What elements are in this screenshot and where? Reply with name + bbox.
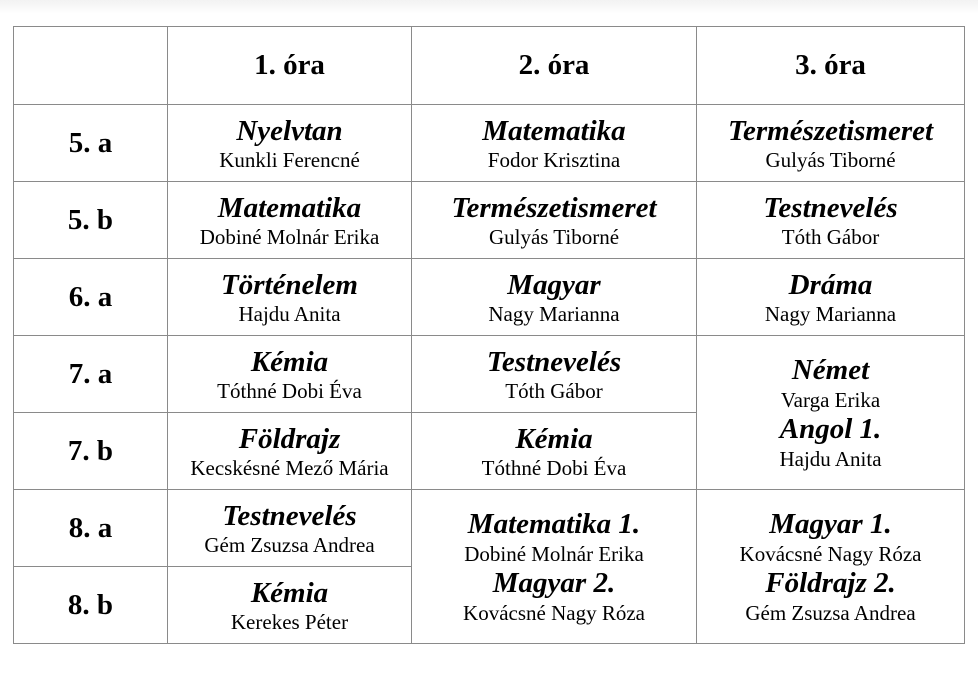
subject-name: Testnevelés [486,345,622,378]
subject-name: Testnevelés [222,499,357,532]
subject-name: Matematika [482,114,626,147]
lesson-cell [168,182,412,259]
lesson-cell [168,259,412,336]
subject-name: Magyar 1. [769,507,892,540]
period-header: 2. óra [412,27,697,105]
teacher-name: Dobiné Molnár Erika [464,541,644,566]
teacher-name: Kunkli Ferencné [219,147,360,172]
subject-name: Kémia [250,345,329,378]
teacher-name: Kerekes Péter [230,609,349,634]
subject-name: Történelem [221,268,358,301]
class-label: 6. a [14,259,168,336]
teacher-name: Nagy Marianna [764,301,897,326]
class-label: 8. a [14,490,168,567]
subject-name: Matematika [217,191,362,224]
teacher-name: Tóth Gábor [505,378,603,403]
subject-name: Testnevelés [763,191,898,224]
subject-name: Földrajz 2. [765,566,896,599]
lesson-cell [168,413,412,490]
subject-name: Földrajz [238,422,341,455]
teacher-name: Gém Zsuzsa Andrea [204,532,375,557]
table-row [14,490,965,567]
class-label: 5. a [14,105,168,182]
merged-lesson-cell [697,490,965,644]
teacher-name: Dobiné Molnár Erika [199,224,380,249]
lesson-cell [412,413,697,490]
lesson-cell [168,105,412,182]
teacher-name: Tóthné Dobi Éva [481,455,627,480]
lesson-cell [168,490,412,567]
subject-name: Magyar 2. [492,566,616,599]
subject-name: Magyar [507,268,601,301]
teacher-name: Varga Erika [780,387,881,412]
lesson-cell [412,182,697,259]
lesson-cell [412,336,697,413]
table-row [14,182,965,259]
teacher-name: Hajdu Anita [238,301,341,326]
header-row [14,27,965,105]
teacher-name: Hajdu Anita [779,446,882,471]
lesson-cell [697,259,965,336]
lesson-cell [168,567,412,644]
period-header: 1. óra [168,27,412,105]
page-top-shade [0,0,978,14]
subject-name: Kémia [515,422,593,455]
teacher-name: Tóthné Dobi Éva [217,378,362,403]
table-row [14,105,965,182]
class-label: 7. b [14,413,168,490]
lesson-cell [412,259,697,336]
lesson-cell [412,105,697,182]
teacher-name: Gém Zsuzsa Andrea [745,600,916,625]
subject-name: Német [791,353,870,386]
teacher-name: Kecskésné Mező Mária [190,455,389,480]
merged-lesson-cell [412,490,697,644]
class-label: 5. b [14,182,168,259]
subject-name: Dráma [788,268,873,301]
lesson-cell [697,105,965,182]
class-label: 8. b [14,567,168,644]
table-row [14,259,965,336]
teacher-name: Gulyás Tiborné [765,147,896,172]
merged-lesson-cell [697,336,965,490]
teacher-name: Kovácsné Nagy Róza [739,541,922,566]
subject-name: Természetismeret [451,191,657,224]
subject-name: Angol 1. [779,412,882,445]
subject-name: Matematika 1. [467,507,641,540]
timetable [13,26,965,644]
corner-header [14,27,168,105]
lesson-cell [168,336,412,413]
period-header: 3. óra [697,27,965,105]
teacher-name: Tóth Gábor [781,224,880,249]
teacher-name: Kovácsné Nagy Róza [463,600,645,625]
subject-name: Természetismeret [727,114,934,147]
table-row [14,336,965,413]
teacher-name: Fodor Krisztina [487,147,621,172]
teacher-name: Gulyás Tiborné [488,224,620,249]
teacher-name: Nagy Marianna [488,301,620,326]
class-label: 7. a [14,336,168,413]
subject-name: Kémia [250,576,329,609]
lesson-cell [697,182,965,259]
subject-name: Nyelvtan [236,114,343,147]
